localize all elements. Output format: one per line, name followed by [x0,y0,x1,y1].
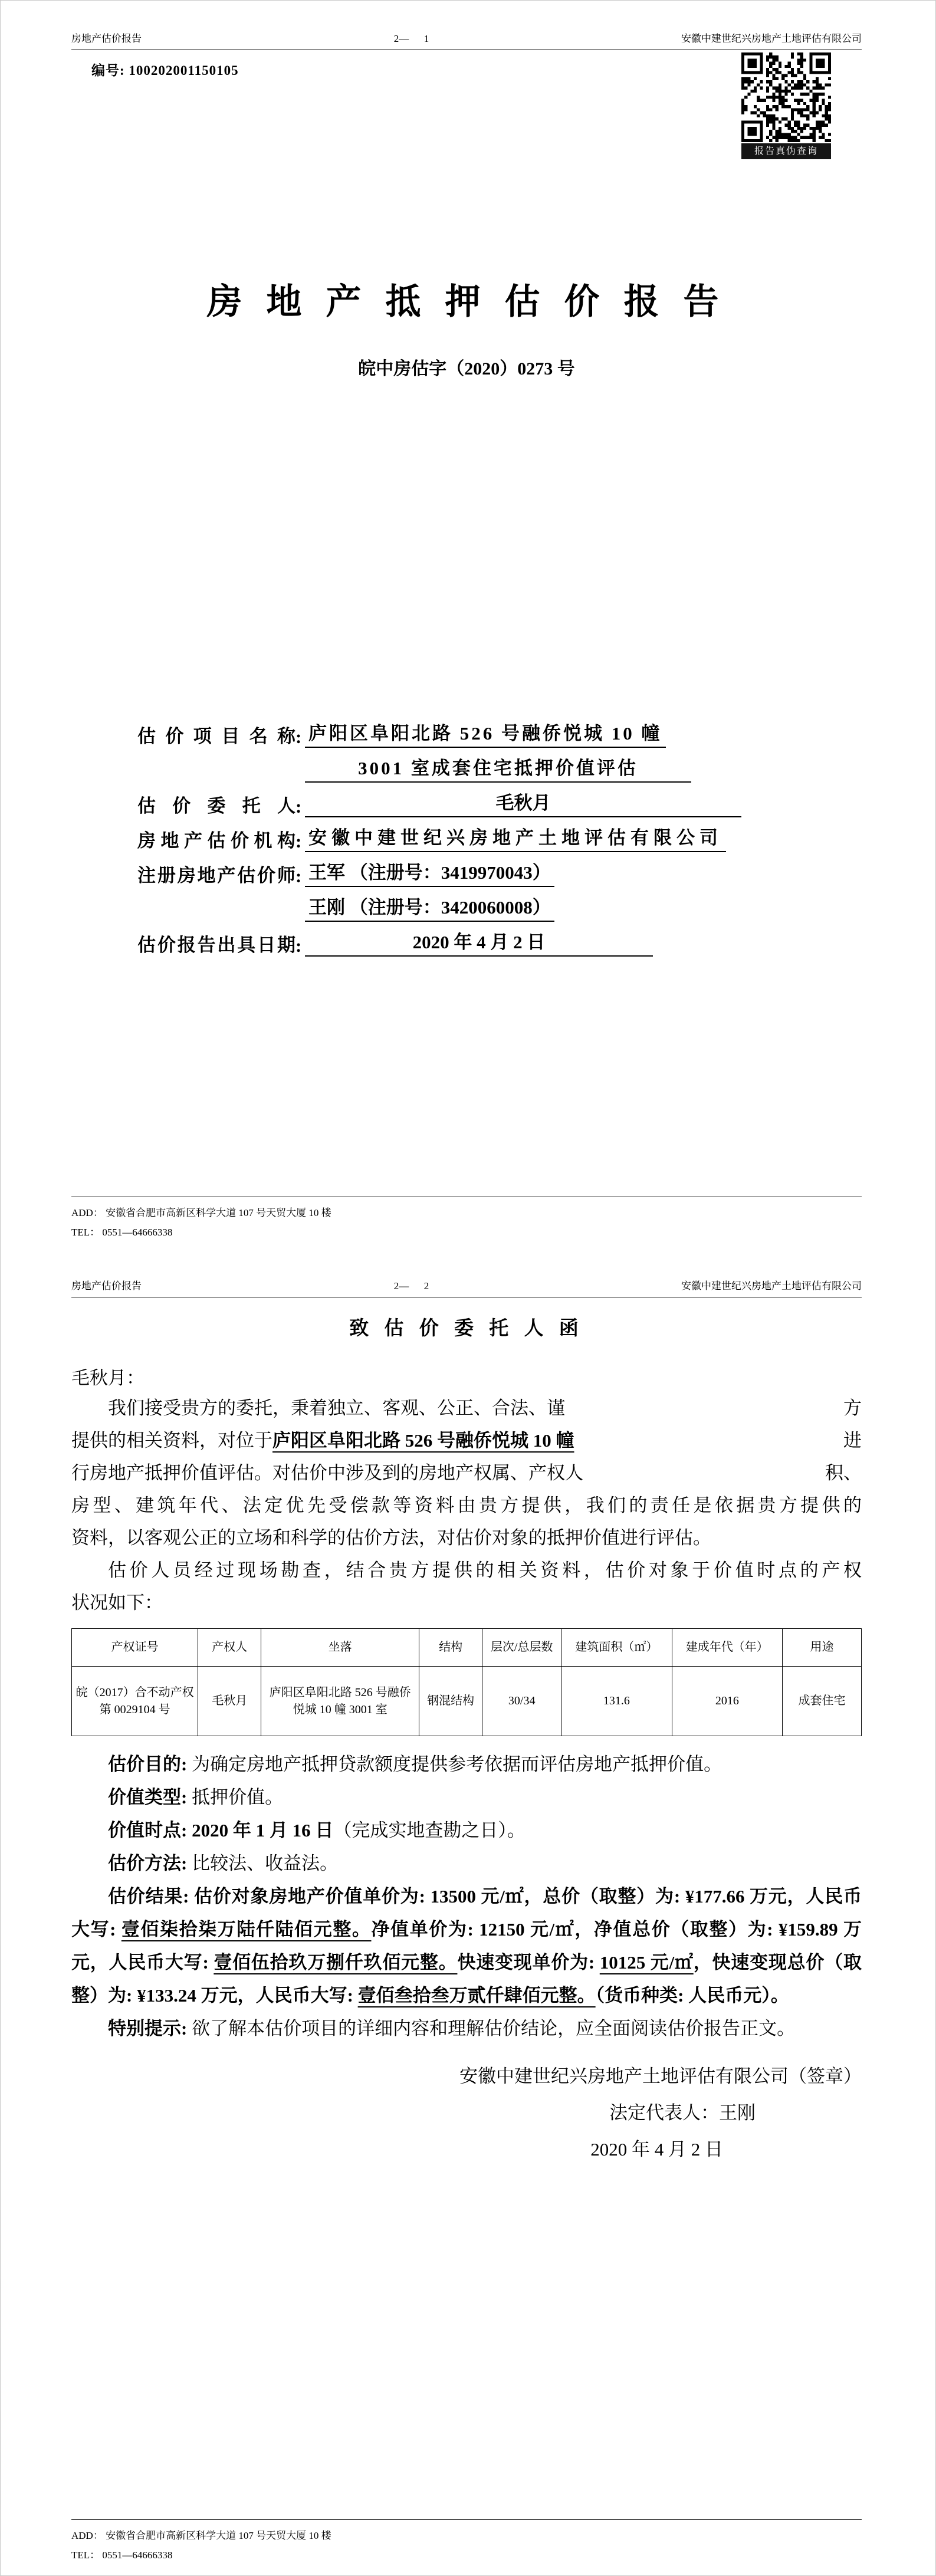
item-label: 估价方法: [108,1853,192,1874]
cell-owner: 毛秋月 [198,1667,261,1736]
letter-text: 我们接受贵方的委托，秉着独立、客观、公正、合法、谨 [108,1398,565,1418]
redaction [583,1457,825,1489]
item-label: 估价目的: [108,1754,192,1775]
footer-tel: TEL： 0551—64666338 [71,1226,173,1238]
form-row-appraiser-2 [137,887,862,922]
col-location: 坐落 [261,1629,419,1667]
result-text: （货币种类: 人民币元）。 [595,1985,789,2006]
letter-line-4: 房型、建筑年代、法定优先受偿款等资料由贵方提供，我们的责任是依据贵方提供的 [71,1495,862,1516]
form-label: 估价项目名称 [137,726,295,747]
form-label: 估价报告出具日期 [137,935,295,955]
col-cert-no: 产权证号 [72,1629,198,1667]
page-1 [1,1,935,1254]
letter-body [71,1392,862,1619]
form-value: 王刚 （注册号：3420060008） [305,892,554,922]
form-colon: : [295,866,302,886]
page2-header [71,1254,862,1297]
property-table [71,1628,862,1736]
letter-line-3 [71,1457,862,1489]
qr-caption: 报告真伪查询 [741,143,831,159]
letter-line-6: 估价人员经过现场勘查，结合贵方提供的相关资料，估价对象于价值时点的产权 [108,1560,862,1581]
letter-title: 致 估 价 委 托 人 函 [349,1318,584,1339]
item-text: 比较法、收益法。 [192,1853,339,1874]
letter-line-7: 状况如下： [71,1592,163,1613]
item-label: 价值类型: [108,1787,192,1808]
qr-block [741,52,831,159]
property-name: 庐阳区阜阳北路 526 号融侨悦城 10 幢 [272,1430,574,1451]
signature-legal-rep: 法定代表人：王刚 [609,2102,756,2123]
cell-structure: 钢混结构 [419,1667,482,1736]
unit-price: 10125 元/㎡ [599,1952,694,1973]
item-notice [71,2012,862,2045]
form-colon: : [295,935,302,956]
cell-cert-no: 皖（2017）合不动产权第 0029104 号 [72,1667,198,1736]
page1-footer [71,1197,862,1242]
item-text: 欲了解本估价项目的详细内容和理解估价结论，应全面阅读估价报告正文。 [192,2018,796,2039]
salutation: 毛秋月： [71,1368,144,1388]
header-page-number: 2— 1 [393,33,429,44]
form-row-agency [137,817,862,852]
item-text: （完成实地查勘之日）。 [333,1820,526,1841]
letter-line-1 [71,1392,862,1424]
form-row-appraiser-1 [137,852,862,887]
cell-location: 庐阳区阜阳北路 526 号融侨悦城 10 幢 3001 室 [261,1667,419,1736]
letter-line-5: 资料，以客观公正的立场和科学的估价方法，对估价对象的抵押价值进行评估。 [71,1527,711,1548]
col-owner: 产权人 [198,1629,261,1667]
col-area: 建筑面积（㎡） [561,1629,672,1667]
result-text: 净值单价为: 12150 元/㎡，净值总价（取整）为: ¥159.89 万元，人民币大写: [71,1919,862,1973]
item-result [71,1880,862,2012]
form-label: 估价委托人 [137,796,295,816]
report-ref-number: 皖中房估字（2020）0273 号 [358,359,575,379]
form-row-project-name [137,713,862,748]
amount-in-words: 壹佰柒拾柒万陆仟陆佰元整。 [121,1919,372,1940]
cell-year: 2016 [672,1667,782,1736]
qr-code [741,52,831,142]
redaction [574,1424,844,1457]
item-label: 估价结果: [108,1886,195,1907]
footer-address: ADD： 安徽省合肥市高新区科学大道 107 号天贸大厦 10 楼 [71,2529,331,2541]
form-label: 房地产估价机构 [137,830,295,851]
footer-tel: TEL： 0551—64666338 [71,2549,173,2561]
header-doc-type: 房地产估价报告 [71,33,142,44]
item-text: 为确定房地产抵押贷款额度提供参考依据而评估房地产抵押价值。 [192,1754,722,1775]
header-page-number: 2— 2 [393,1280,429,1292]
item-label: 价值时点: [108,1820,192,1841]
result-text: ，快速变现总价（取整）为: ¥133.24 万元，人民币大写: [71,1952,862,2006]
form-colon: : [295,727,302,747]
form-row-project-name-2 [137,748,862,783]
form-colon: : [295,796,302,817]
col-floor: 层次/总层数 [482,1629,561,1667]
letter-line-2 [71,1424,862,1457]
page-2 [1,1254,935,2576]
form-value: 3001 室成套住宅抵押价值评估 [305,753,691,783]
value-date: 2020 年 1 月 16 日 [192,1820,334,1841]
form-value: 安徽中建世纪兴房地产土地评估有限公司 [305,823,726,852]
header-company: 安徽中建世纪兴房地产土地评估有限公司 [681,33,862,44]
form-colon: : [295,831,302,852]
header-doc-type: 房地产估价报告 [71,1280,142,1292]
report-number: 编号: 100202001150105 [91,63,239,78]
cell-floor: 30/34 [482,1667,561,1736]
page2-footer [71,2519,862,2565]
letter-text: 积、 [825,1463,862,1483]
item-value-type [71,1781,862,1814]
form-row-client [137,783,862,817]
col-structure: 结构 [419,1629,482,1667]
result-text: 估价对象房地产价值单价为: 13500 元/㎡，总价（取整）为: ¥177.66 万元，人民币大写: [71,1886,862,1940]
header-company: 安徽中建世纪兴房地产土地评估有限公司 [681,1280,862,1292]
col-year: 建成年代（年） [672,1629,782,1667]
report-title: 房 地 产 抵 押 估 价 报 告 [206,282,727,321]
form-label: 注册房地产估价师 [137,865,295,886]
cover-form [137,713,862,957]
redaction [565,1392,843,1424]
signature-block [71,2058,862,2168]
letter-text: 方 [843,1398,862,1418]
col-use: 用途 [783,1629,862,1667]
item-method [71,1847,862,1880]
form-value: 王军 （注册号：3419970043） [305,857,554,887]
form-row-report-date [137,922,862,957]
item-value-date [71,1814,862,1847]
appraisal-items [71,1748,862,2045]
form-value: 庐阳区阜阳北路 526 号融侨悦城 10 幢 [305,718,666,748]
table-header-row [72,1629,862,1667]
signature-company: 安徽中建世纪兴房地产土地评估有限公司（签章） [459,2066,862,2087]
page1-header [71,1,862,50]
footer-address: ADD： 安徽省合肥市高新区科学大道 107 号天贸大厦 10 楼 [71,1207,331,1218]
amount-in-words: 壹佰叁拾叁万贰仟肆佰元整。 [357,1985,596,2006]
form-value: 毛秋月 [305,788,741,817]
letter-text: 进 [843,1430,862,1451]
table-row [72,1667,862,1736]
result-text: 快速变现单价为: [457,1952,600,1973]
amount-in-words: 壹佰伍拾玖万捌仟玖佰元整。 [214,1952,458,1973]
letter-text: 提供的相关资料，对位于 [71,1430,272,1451]
form-value: 2020 年 4 月 2 日 [305,927,653,957]
item-purpose [71,1748,862,1781]
item-text: 抵押价值。 [192,1787,284,1808]
cell-use: 成套住宅 [783,1667,862,1736]
letter-text: 行房地产抵押价值评估。对估价中涉及到的房地产权属、产权人 [71,1463,583,1483]
signature-date: 2020 年 4 月 2 日 [590,2139,723,2160]
cell-area: 131.6 [561,1667,672,1736]
item-label: 特别提示: [108,2018,192,2039]
